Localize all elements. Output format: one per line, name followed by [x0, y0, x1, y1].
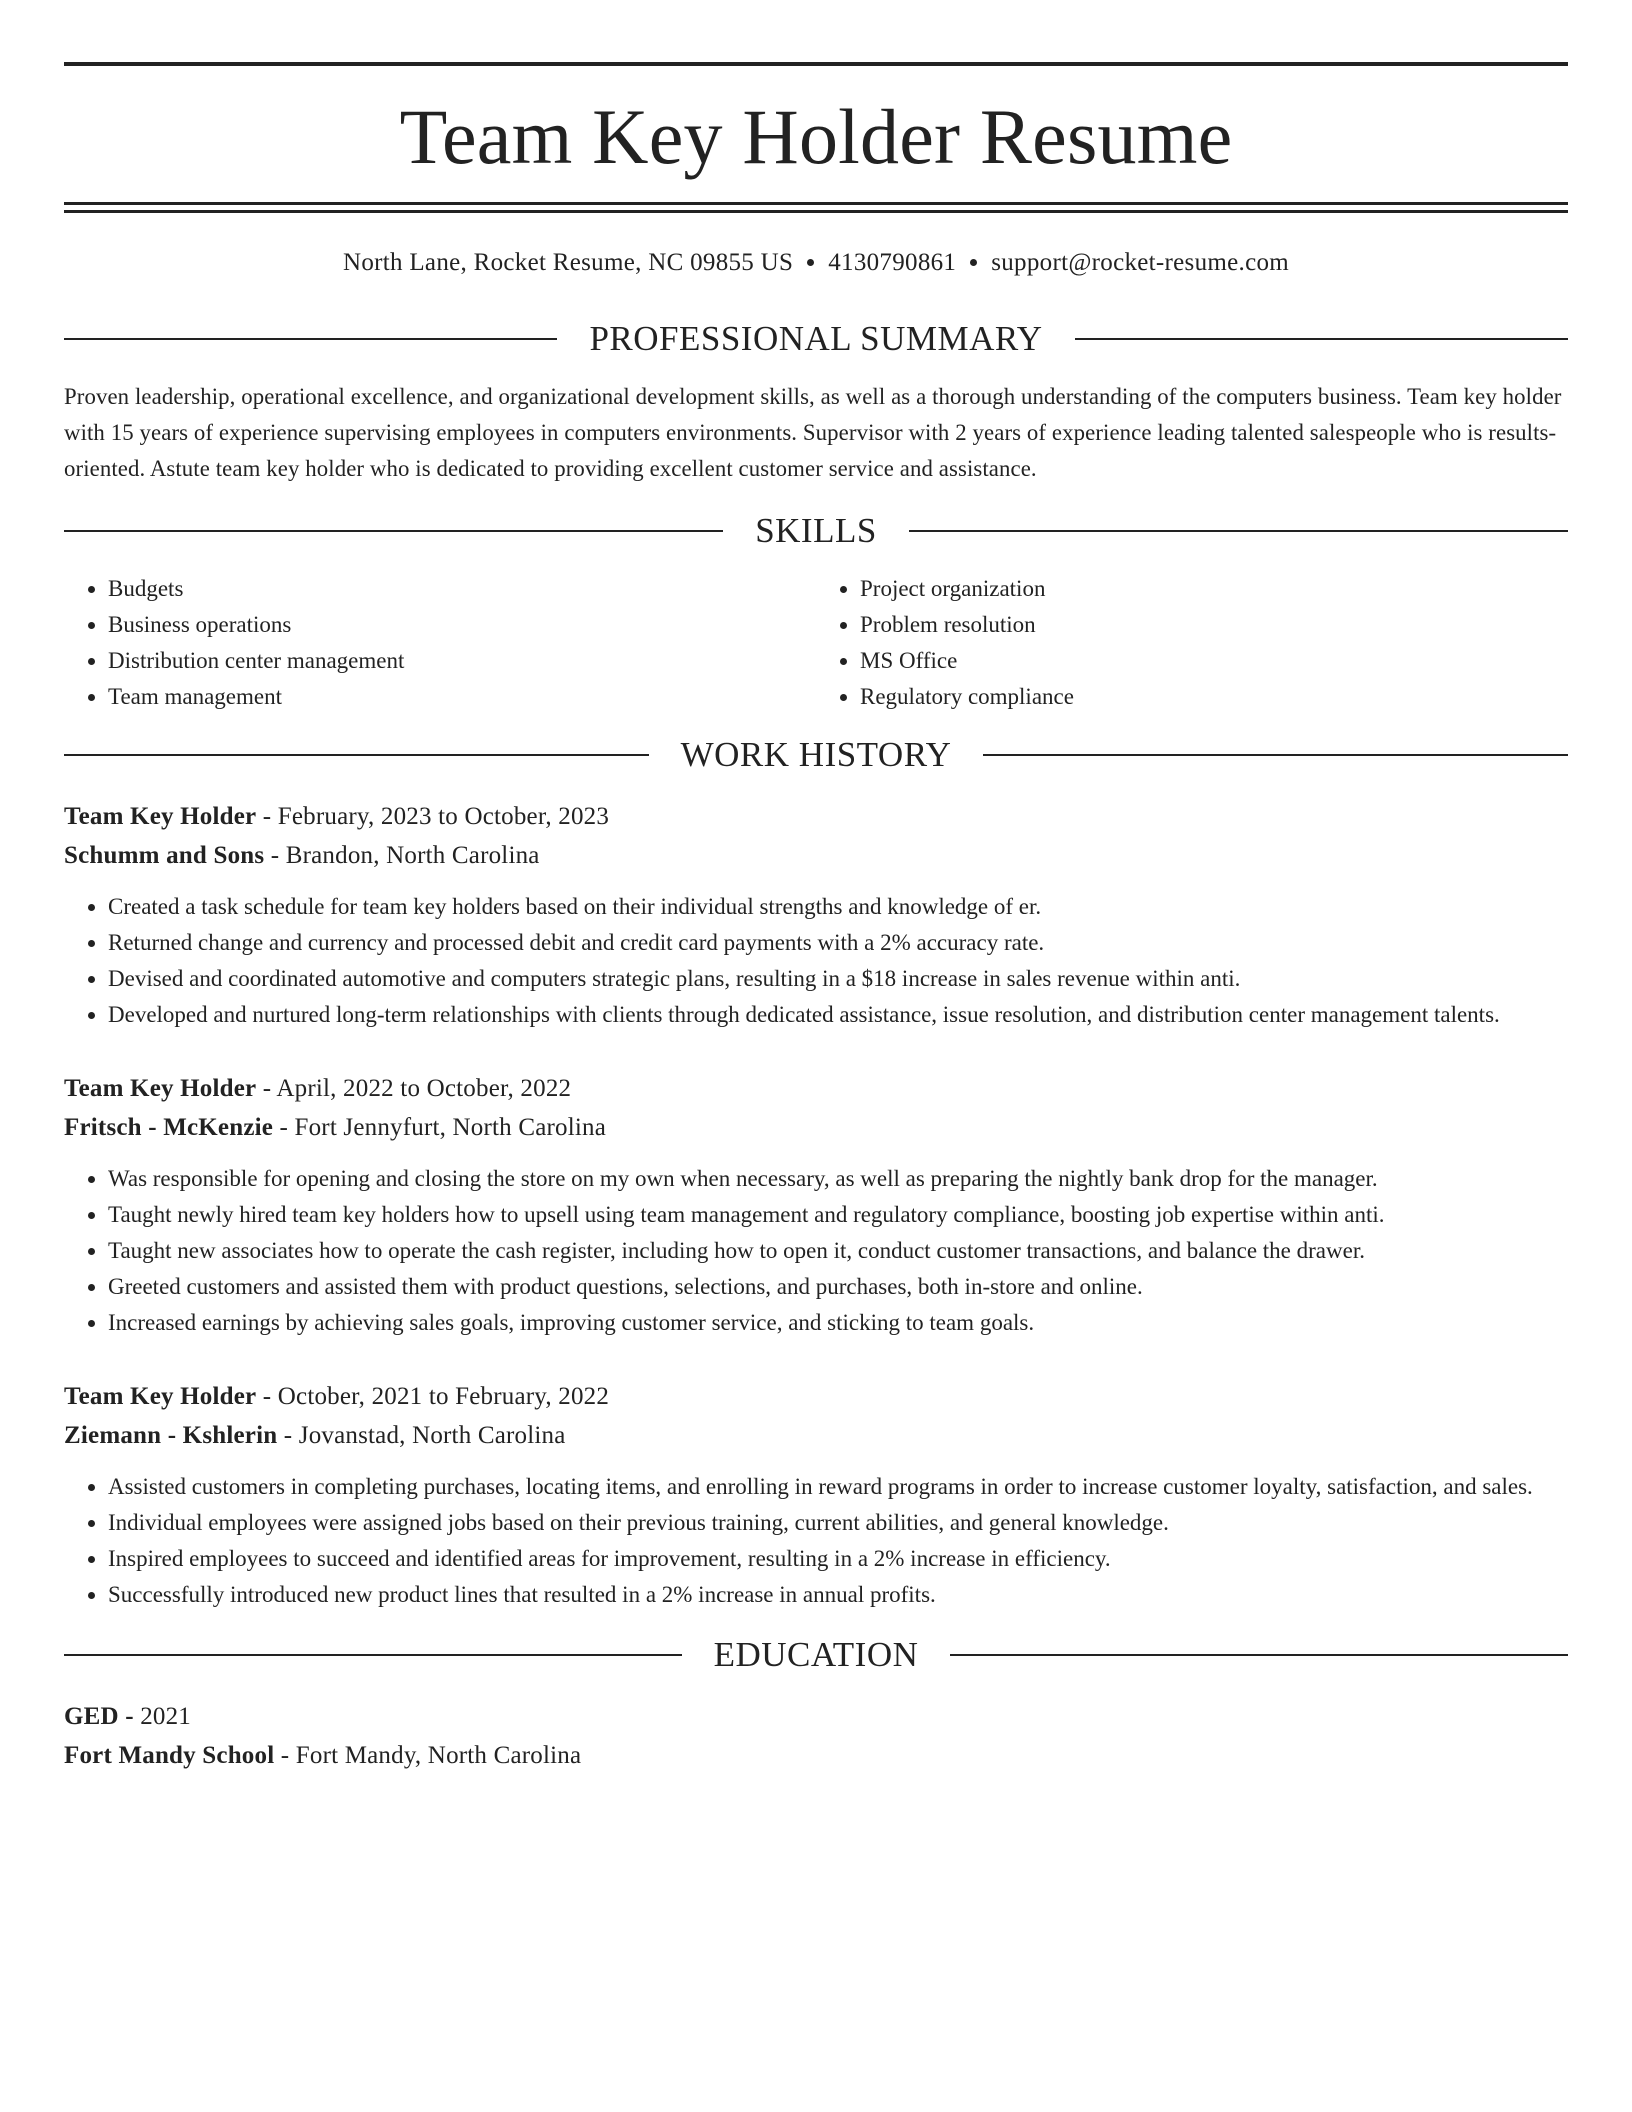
education-school: Fort Mandy School: [64, 1742, 275, 1769]
skill-item: • Regulatory compliance: [860, 679, 1568, 715]
job-bullet: • Greeted customers and assisted them with product questions, selections, and purchases, both in-store and online.: [108, 1269, 1568, 1305]
job-company: Ziemann - Kshlerin: [64, 1422, 278, 1449]
skills-column-left: [64, 571, 816, 715]
job-bullet: • Increased earnings by achieving sales goals, improving customer service, and sticking to team goals.: [108, 1305, 1568, 1341]
job-bullet: • Was responsible for opening and closing the store on my own when necessary, as well as preparing the nightly bank drop for the manager.: [108, 1161, 1568, 1197]
divider: [64, 530, 723, 532]
skill-item: • MS Office: [860, 643, 1568, 679]
divider: [64, 1654, 682, 1656]
job-bullet: • Successfully introduced new product lines that resulted in a 2% increase in annual profits.: [108, 1577, 1568, 1613]
job-bullet: • Individual employees were assigned jobs based on their previous training, current abilities, and general knowledge.: [108, 1505, 1568, 1541]
job-bullet: • Developed and nurtured long-term relationships with clients through dedicated assistance, issue resolution, and distribution center management talents.: [108, 997, 1568, 1033]
section-header-skills: [64, 511, 1568, 551]
divider: [909, 530, 1568, 532]
job-location: - Brandon, North Carolina: [264, 842, 540, 869]
section-header-summary: [64, 319, 1568, 359]
education-entry: [64, 1697, 1568, 1775]
job-company: Schumm and Sons: [64, 842, 265, 869]
contact-email: support@rocket-resume.com: [991, 249, 1290, 276]
job-title-line: [64, 1377, 1568, 1416]
title-double-rule: [64, 202, 1568, 213]
job-bullets: [64, 1469, 1568, 1613]
contact-phone: 4130790861: [828, 249, 957, 276]
job-bullet: • Devised and coordinated automotive and computers strategic plans, resulting in a $18 increase in sales revenue within anti.: [108, 961, 1568, 997]
job-dates: - February, 2023 to October, 2023: [256, 803, 610, 830]
bullet-separator-icon: [807, 249, 814, 277]
job-dates: - April, 2022 to October, 2022: [256, 1075, 572, 1102]
job-bullets: [64, 1161, 1568, 1341]
skill-item: • Budgets: [108, 571, 816, 607]
job-bullets: [64, 889, 1568, 1033]
job-bullet: • Created a task schedule for team key holders based on their individual strengths and knowledge of er.: [108, 889, 1568, 925]
job-title-line: [64, 797, 1568, 836]
resume-page: [64, 62, 1568, 1775]
education-location: - Fort Mandy, North Carolina: [274, 1742, 582, 1769]
job-bullet: • Taught new associates how to operate the cash register, including how to open it, conduct customer transactions, and balance the drawer.: [108, 1233, 1568, 1269]
job-location: - Jovanstad, North Carolina: [277, 1422, 566, 1449]
divider: [950, 1654, 1568, 1656]
job-entry: [64, 797, 1568, 1033]
skill-item: • Team management: [108, 679, 816, 715]
skill-item: • Distribution center management: [108, 643, 816, 679]
section-header-work: [64, 735, 1568, 775]
job-company-line: [64, 1416, 1568, 1455]
job-entry: [64, 1377, 1568, 1613]
divider: [64, 338, 557, 340]
resume-title: Team Key Holder Resume: [399, 93, 1233, 180]
job-company-line: [64, 1108, 1568, 1147]
education-degree: GED -: [64, 1703, 141, 1730]
job-title-line: [64, 1069, 1568, 1108]
job-title: Team Key Holder: [64, 1075, 257, 1102]
education-degree-line: [64, 1697, 1568, 1736]
education-year: 2021: [140, 1703, 192, 1730]
job-company-line: [64, 836, 1568, 875]
divider: [983, 754, 1568, 756]
section-header-education: [64, 1635, 1568, 1675]
job-company: Fritsch - McKenzie: [64, 1114, 274, 1141]
skills-list: [64, 571, 1568, 715]
contact-line: [64, 249, 1568, 285]
job-bullet: • Assisted customers in completing purchases, locating items, and enrolling in reward programs in order to increase customer loyalty, satisfaction, and sales.: [108, 1469, 1568, 1505]
section-title: PROFESSIONAL SUMMARY: [589, 319, 1043, 358]
skill-item: • Business operations: [108, 607, 816, 643]
section-title: SKILLS: [755, 511, 877, 550]
skill-item: • Project organization: [860, 571, 1568, 607]
top-rule: [64, 62, 1568, 66]
job-bullet: • Taught newly hired team key holders how to upsell using team management and regulatory compliance, boosting job expertise within anti.: [108, 1197, 1568, 1233]
education-school-line: [64, 1736, 1568, 1775]
section-title: EDUCATION: [713, 1635, 919, 1674]
skill-item: • Problem resolution: [860, 607, 1568, 643]
contact-address: North Lane, Rocket Resume, NC 09855 US: [342, 249, 794, 276]
divider: [1075, 338, 1568, 340]
job-dates: - October, 2021 to February, 2022: [256, 1383, 610, 1410]
section-title: WORK HISTORY: [680, 735, 952, 774]
bullet-separator-icon: [970, 249, 977, 277]
job-title: Team Key Holder: [64, 1383, 257, 1410]
job-location: - Fort Jennyfurt, North Carolina: [273, 1114, 607, 1141]
divider: [64, 754, 649, 756]
skills-column-right: [816, 571, 1568, 715]
job-entry: [64, 1069, 1568, 1341]
summary-text: Proven leadership, operational excellence, and organizational development skills, as well as a thorough understanding of the computers business. Team key holder with 15 years of experience supervising employees in computers environments. Supervisor with 2 years of experience leading talented salespeople who is results-oriented. Astute team key holder who is dedicated to providing excellent customer service and assistance.: [64, 384, 1562, 481]
job-bullet: • Inspired employees to succeed and identified areas for improvement, resulting in a 2% increase in efficiency.: [108, 1541, 1568, 1577]
job-bullet: • Returned change and currency and processed debit and credit card payments with a 2% accuracy rate.: [108, 925, 1568, 961]
job-title: Team Key Holder: [64, 803, 257, 830]
